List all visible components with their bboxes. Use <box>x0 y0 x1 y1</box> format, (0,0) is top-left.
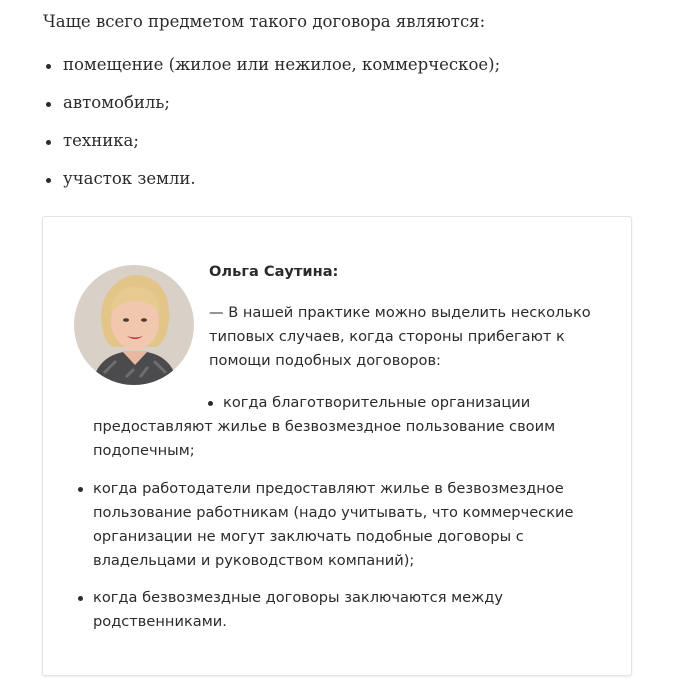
expert-quote-card <box>42 216 632 676</box>
quote-text: — В нашей практике можно выделить несколько типовых случаев, когда стороны прибегают к помощи подобных договоров: <box>209 304 591 369</box>
author-photo <box>74 265 194 385</box>
list-item: помещение (жилое или нежилое, коммерческое); <box>43 50 500 88</box>
list-item: участок земли. <box>43 164 500 202</box>
subject-list <box>43 50 500 202</box>
quote-list-item: когда безвозмездные договоры заключаются между родственниками. <box>77 586 597 634</box>
avatar <box>74 265 194 385</box>
list-item: автомобиль; <box>43 88 500 126</box>
bullet-icon <box>208 401 213 406</box>
quote-list <box>77 477 597 647</box>
quote-list-item: когда работодатели предоставляют жилье в безвозмездное пользование работникам (надо учитывать, что коммерческие организации не могут заключать подобные договоры с владельцами и руководством компаний); <box>77 477 597 573</box>
list-item: техника; <box>43 126 500 164</box>
quote-list-item: когда благотворительные организации предоставляют жилье в безвозмездное пользование своим подопечным; <box>93 394 556 459</box>
intro-text: Чаще всего предметом такого договора являются: <box>43 12 486 31</box>
quote-author: Ольга Саутина: <box>209 263 339 280</box>
